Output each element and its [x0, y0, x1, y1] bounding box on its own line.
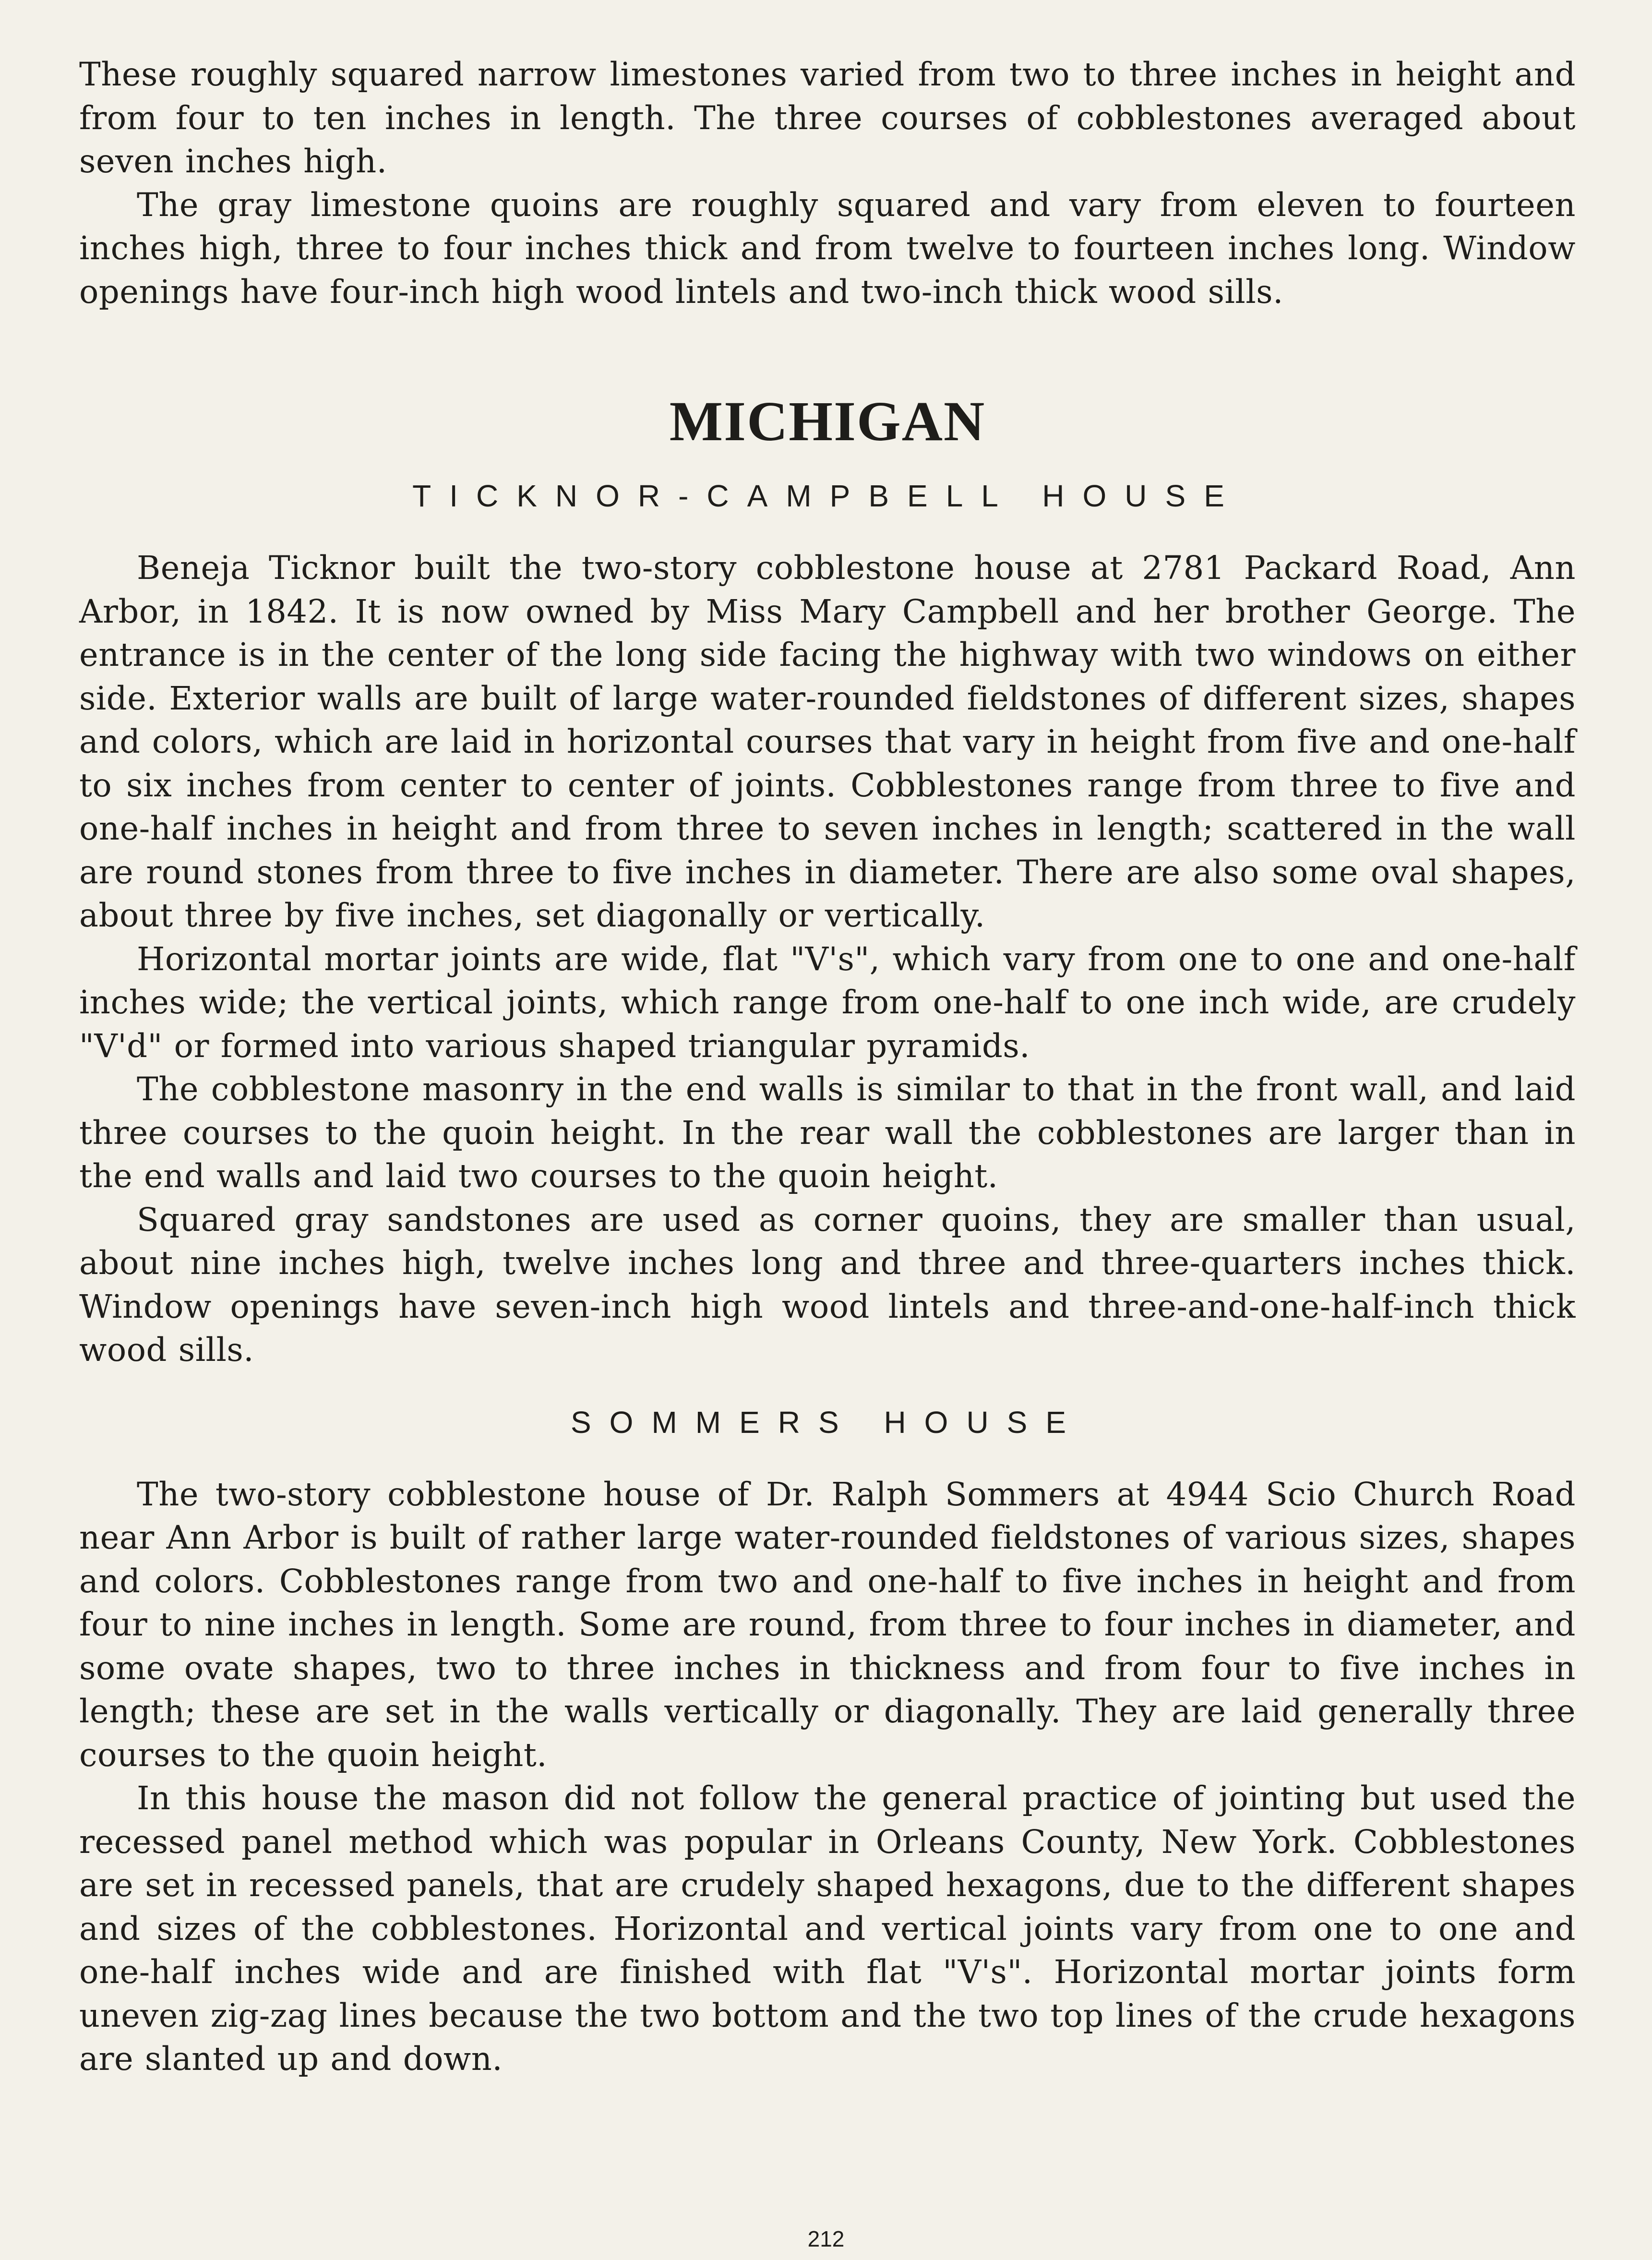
- section-paragraph: The cobblestone masonry in the end walls is similar to that in the front wall, and laid three courses to the quoin height. In the rear wall the cobblestones are larger than in the end walls and laid two courses to the quoin height.: [79, 1070, 1576, 1195]
- section-heading: TICKNOR-CAMPBELL HOUSE: [412, 479, 1243, 513]
- section-ticknor-campbell-house: [79, 472, 1576, 1372]
- page-number: 212: [807, 2226, 845, 2251]
- section-paragraph: Horizontal mortar joints are wide, flat "V's", which vary from one to one and one-half inches wide; the vertical joints, which range from one-half to one inch wide, are crudely "V'd" or formed into various shaped triangular pyramids.: [79, 940, 1576, 1065]
- state-heading: MICHIGAN: [669, 390, 986, 453]
- section-paragraph: The two-story cobblestone house of Dr. Ralph Sommers at 4944 Scio Church Road near Ann Arbor is built of rather large water-rounded fieldstones of various sizes, shapes and colors. Cobblestones range from two and one-half to five inches in height and from four to nine inches in length. Some are round, from three to four inches in diameter, and some ovate shapes, two to three inches in thickness and from four to five inches in length; these are set in the walls vertically or diagonally. They are laid generally three courses to the quoin height.: [79, 1475, 1576, 1774]
- intro-text: [79, 53, 1576, 313]
- section-sommers-house: [79, 1398, 1576, 2081]
- intro-paragraph-2: The gray limestone quoins are roughly squared and vary from eleven to fourteen inches high, three to four inches thick and from twelve to fourteen inches long. Window openings have four-inch high wood lintels and two-inch thick wood sills.: [79, 186, 1576, 311]
- section-paragraph: In this house the mason did not follow the general practice of jointing but used the recessed panel method which was popular in Orleans County, New York. Cobblestones are set in recessed panels, that are crudely shaped hexagons, due to the different shapes and sizes of the cobblestones. Horizontal and vertical joints vary from one to one and one-half inches wide and are finished with flat "V's". Horizontal mortar joints form uneven zig-zag lines because the two bottom and the two top lines of the crude hexagons are slanted up and down.: [79, 1779, 1576, 2078]
- page-body: [79, 53, 1576, 2081]
- section-paragraph: Squared gray sandstones are used as corner quoins, they are smaller than usual, about nine inches high, twelve inches long and three and three-quarters inches thick. Window openings have seven-inch high wood lintels and three-and-one-half-inch thick wood sills.: [79, 1201, 1576, 1369]
- section-heading: SOMMERS HOUSE: [570, 1405, 1085, 1440]
- intro-paragraph-1: These roughly squared narrow limestones varied from two to three inches in height and from four to ten inches in length. The three courses of cobblestones averaged about seven inches high.: [79, 56, 1576, 180]
- section-paragraph: Beneja Ticknor built the two-story cobblestone house at 2781 Packard Road, Ann Arbor, in 1842. It is now owned by Miss Mary Campbell and her brother George. The entrance is in the center of the long side facing the highway with two windows on either side. Exterior walls are built of large water-rounded fieldstones of different sizes, shapes and colors, which are laid in horizontal courses that vary in height from five and one-half to six inches from center to center of joints. Cobblestones range from three to five and one-half inches in height and from three to seven inches in length; scattered in the wall are round stones from three to five inches in diameter. There are also some oval shapes, about three by five inches, set diagonally or vertically.: [79, 549, 1576, 934]
